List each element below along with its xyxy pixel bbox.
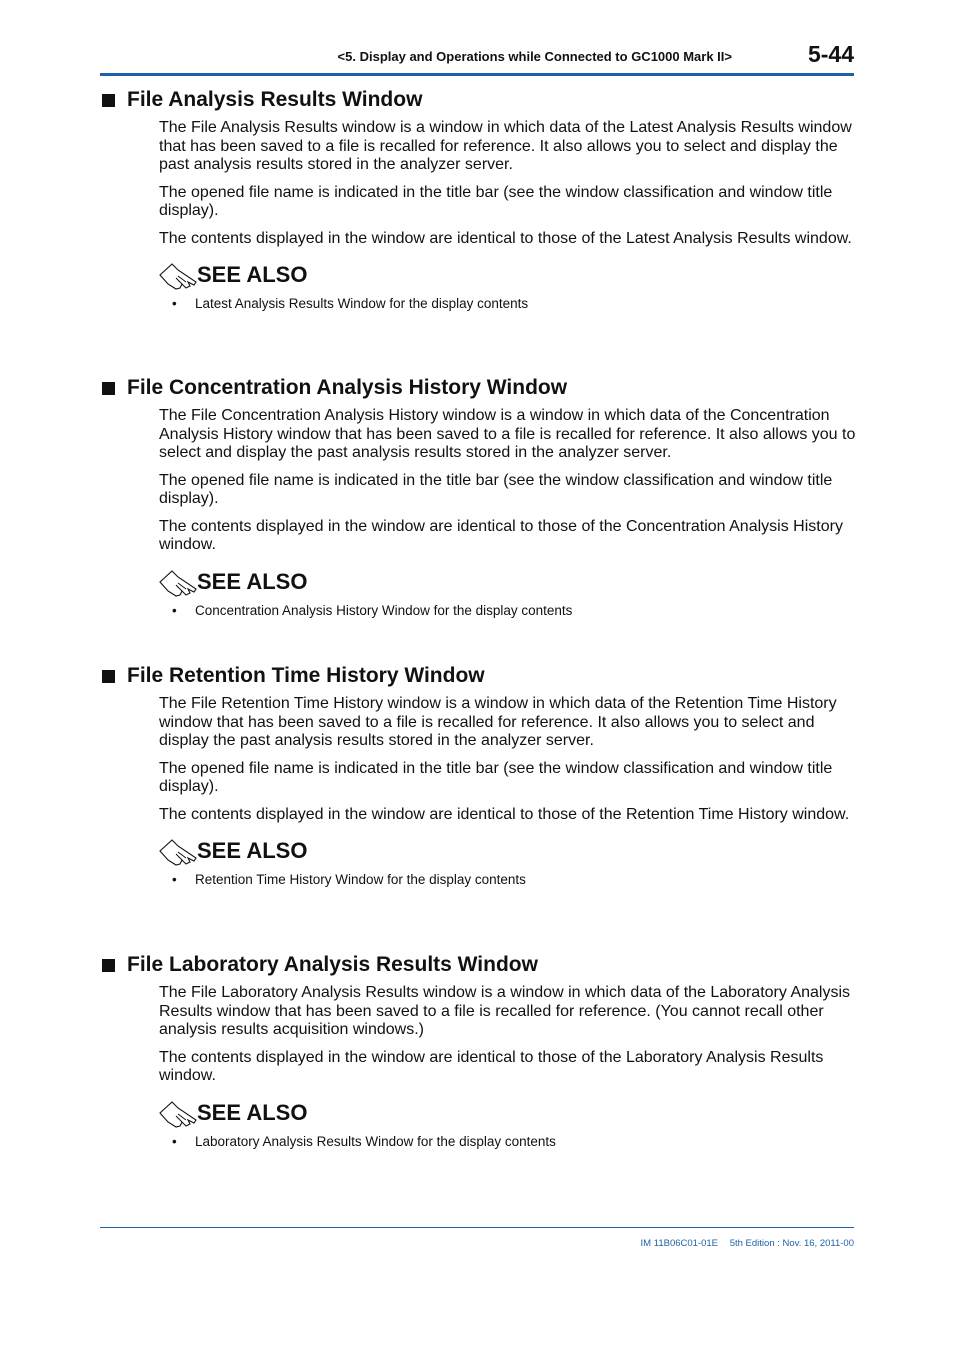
bullet-dot: • <box>172 872 177 887</box>
see-also-block <box>158 838 856 868</box>
section-heading: File Analysis Results Window <box>100 88 856 114</box>
footer-divider <box>100 1227 854 1228</box>
paragraph: The contents displayed in the window are identical to those of the Retention Time History window. <box>159 805 850 823</box>
list-item: • Concentration Analysis History Window for the display contents <box>172 602 573 618</box>
paragraph: The contents displayed in the window are identical to those of the Concentration Analysis History window. <box>159 517 843 553</box>
square-bullet-icon <box>102 670 115 683</box>
paragraph: The File Laboratory Analysis Results window is a window in which data of the Laboratory Analysis Results window that has been saved to a file is recalled for reference. (You cannot recall other analysis results acquisition windows.) <box>159 984 851 1038</box>
section-heading: File Concentration Analysis History Window <box>100 376 856 402</box>
section-file-analysis-results <box>100 88 856 314</box>
see-also-label: SEE ALSO <box>197 568 308 594</box>
chapter-title: <5. Display and Operations while Connected to GC1000 Mark II> <box>337 49 732 64</box>
see-also-label: SEE ALSO <box>197 1099 308 1125</box>
bullet-dot: • <box>172 1133 177 1149</box>
paragraph: The File Analysis Results window is a window in which data of the Latest Analysis Results window that has been saved to a file is recalled for reference. It also allows you to select and display the past analysis results stored in the analyzer server. <box>159 119 852 173</box>
see-also-label: SEE ALSO <box>197 838 308 863</box>
pointing-hand-icon <box>158 838 200 868</box>
list-item: • Laboratory Analysis Results Window for the display contents <box>172 1133 556 1149</box>
see-also-block <box>158 569 856 599</box>
bullet-dot: • <box>172 296 177 311</box>
paragraph: The opened file name is indicated in the title bar (see the window classification and window title display). <box>159 759 833 795</box>
paragraph: The opened file name is indicated in the title bar (see the window classification and window title display). <box>159 183 833 219</box>
section-heading: File Laboratory Analysis Results Window <box>100 953 856 979</box>
header-divider <box>100 73 854 76</box>
section-file-retention-time-history <box>100 664 856 890</box>
square-bullet-icon <box>102 959 115 972</box>
bullet-dot: • <box>172 602 177 618</box>
list-item: • Latest Analysis Results Window for the display contents <box>172 296 529 311</box>
section-heading: File Retention Time History Window <box>100 664 856 690</box>
paragraph: The File Retention Time History window is a window in which data of the Retention Time History window that has been saved to a file is recalled for reference. It also allows you to select and display the past analysis results stored in the analyzer server. <box>159 695 837 749</box>
page-number: 5-44 <box>807 41 854 67</box>
paragraph: The File Concentration Analysis History window is a window in which data of the Concentration Analysis History window that has been saved to a file is recalled for reference. It also allows you to select and display the past analysis results stored in the analyzer server. <box>159 407 856 461</box>
see-also-label: SEE ALSO <box>197 262 308 287</box>
section-file-laboratory-analysis-results <box>100 953 856 1152</box>
see-also-block <box>158 262 856 292</box>
square-bullet-icon <box>102 382 115 395</box>
document-number: IM 11B06C01-01E <box>640 1238 718 1249</box>
pointing-hand-icon <box>158 1100 200 1130</box>
list-item: • Retention Time History Window for the display contents <box>172 872 526 887</box>
edition-info: 5th Edition : Nov. 16, 2011-00 <box>729 1238 854 1249</box>
square-bullet-icon <box>102 94 115 107</box>
paragraph: The contents displayed in the window are identical to those of the Laboratory Analysis Results window. <box>159 1048 824 1084</box>
paragraph: The opened file name is indicated in the title bar (see the window classification and window title display). <box>159 471 833 507</box>
section-file-concentration-analysis-history <box>100 376 856 621</box>
paragraph: The contents displayed in the window are identical to those of the Latest Analysis Results window. <box>159 229 852 247</box>
pointing-hand-icon <box>158 569 200 599</box>
pointing-hand-icon <box>158 262 200 292</box>
see-also-block <box>158 1100 856 1130</box>
